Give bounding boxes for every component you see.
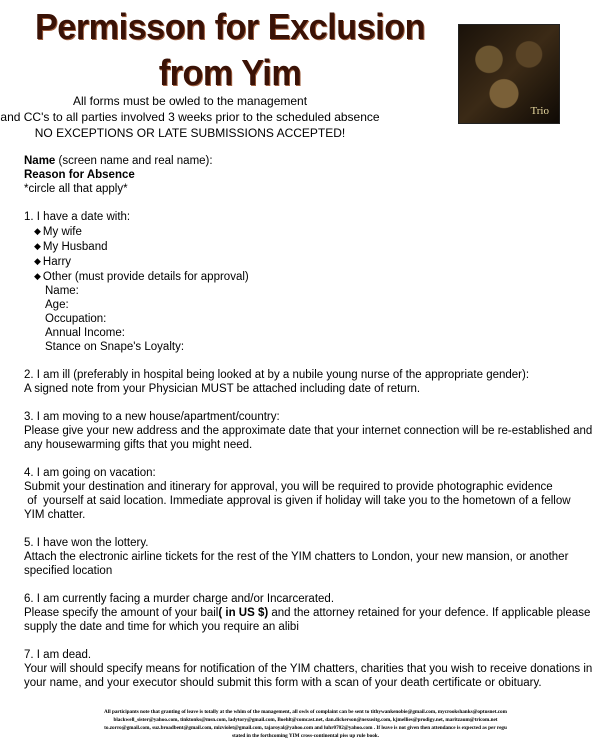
item-4-body-line-3: YIM chatter. [24,509,86,521]
item-2-body: A signed note from your Physician MUST be attached including date of return. [24,383,421,395]
up-down-arrow-icon: ◆ [34,256,41,266]
footer-line-3: to.zorro@gmail.com, suz.broadbent@gmail.com, mizviolet@gmail.com, tajaroyal@yahoo.com and luhr0702@yahoo.com . If leave is not given then attendance is expected as per regu [104,725,507,731]
up-down-arrow-icon: ◆ [34,226,41,236]
option-harry[interactable]: ◆ Harry [34,256,72,268]
footer-line-2: blackwell_sister@yahoo.com, tinktonks@msn.com, ladytory@gmail.com, Boehlt@comcast.net, dan.dickerson@nexusitg.com, kjmellies@prodigy.net, maritzaum@tricom.net [113,717,498,723]
up-down-arrow-icon: ◆ [34,241,41,251]
footer-line-1: All participants note that granting of leave is totally at the whim of the management, all owls of complaint can be sent to tithywankenobie@gmail.com, mycrookshanks@optusnet.com [104,709,507,715]
reason-label: Reason for Absence [24,169,135,181]
name-label: Name [24,155,56,167]
option-my-wife[interactable]: ◆ My wife [34,226,82,238]
item-6-body: Please specify the amount of your bail( in US $) and the attorney retained for your defence. If applicable please supply the date and time for which you require an alibi [24,607,591,633]
item-7-heading: 7. I am dead. [24,649,92,661]
item-2-heading: 2. I am ill (preferably in hospital being looked at by a nubile young nurse of the appropriate gender): [24,369,530,381]
footer-line-4: stated in the forthcoming YIM cross-continental piss up rule book. [232,733,379,739]
field-occupation: Occupation: [45,313,107,325]
item-5-heading: 5. I have won the lottery. [24,537,149,549]
bail-currency-note: ( in US $) [218,607,269,619]
title-line-2: from Yim [158,52,302,93]
item-4-body-line-1: Submit your destination and itinerary for approval, you will be required to provide photographic evidence [24,481,553,493]
item-3-body: Please give your new address and the approximate date that your internet connection will be re-established and any housewarming gifts that you might need. [24,425,593,451]
option-other[interactable]: ◆ Other (must provide details for approval) [34,271,249,283]
up-down-arrow-icon: ◆ [34,271,41,281]
title-line-1: Permisson for Exclusion [34,6,426,47]
circle-note: *circle all that apply* [24,183,128,195]
item-7-body: Your will should specify means for notification of the YIM chatters, charities that you wish to receive donations in your name, and your executor should submit this form with a scan of your death certificate or obituary. [24,663,593,689]
option-my-husband[interactable]: ◆ My Husband [34,241,108,253]
footer-notice [28,708,583,740]
item-1-heading: 1. I have a date with: [24,211,131,223]
item-4-heading: 4. I am going on vacation: [24,467,156,479]
name-line [24,154,213,168]
field-age: Age: [45,299,69,311]
field-name: Name: [45,285,79,297]
item-6-heading: 6. I am currently facing a murder charge and/or Incarcerated. [24,593,335,605]
item-5-body: Attach the electronic airline tickets for the rest of the YIM chatters to London, your new mansion, or another specified location [24,551,569,577]
instruction-line-3: NO EXCEPTIONS OR LATE SUBMISSIONS ACCEPTED! [34,126,346,140]
field-annual-income: Annual Income: [45,327,125,339]
item-3-heading: 3. I am moving to a new house/apartment/country: [24,411,280,423]
item-4-body-line-2: of yourself at said location. Immediate approval is given if holiday will take you to the hometown of a fellow [24,495,571,507]
instruction-line-1: All forms must be owled to the management [72,94,308,108]
instruction-line-2: and CC's to all parties involved 3 weeks prior to the scheduled absence [0,110,380,124]
field-snape-stance: Stance on Snape's Loyalty: [45,341,185,353]
trio-photo [458,24,560,124]
name-hint: (screen name and real name): [58,155,213,167]
photo-caption: Trio [530,105,549,117]
